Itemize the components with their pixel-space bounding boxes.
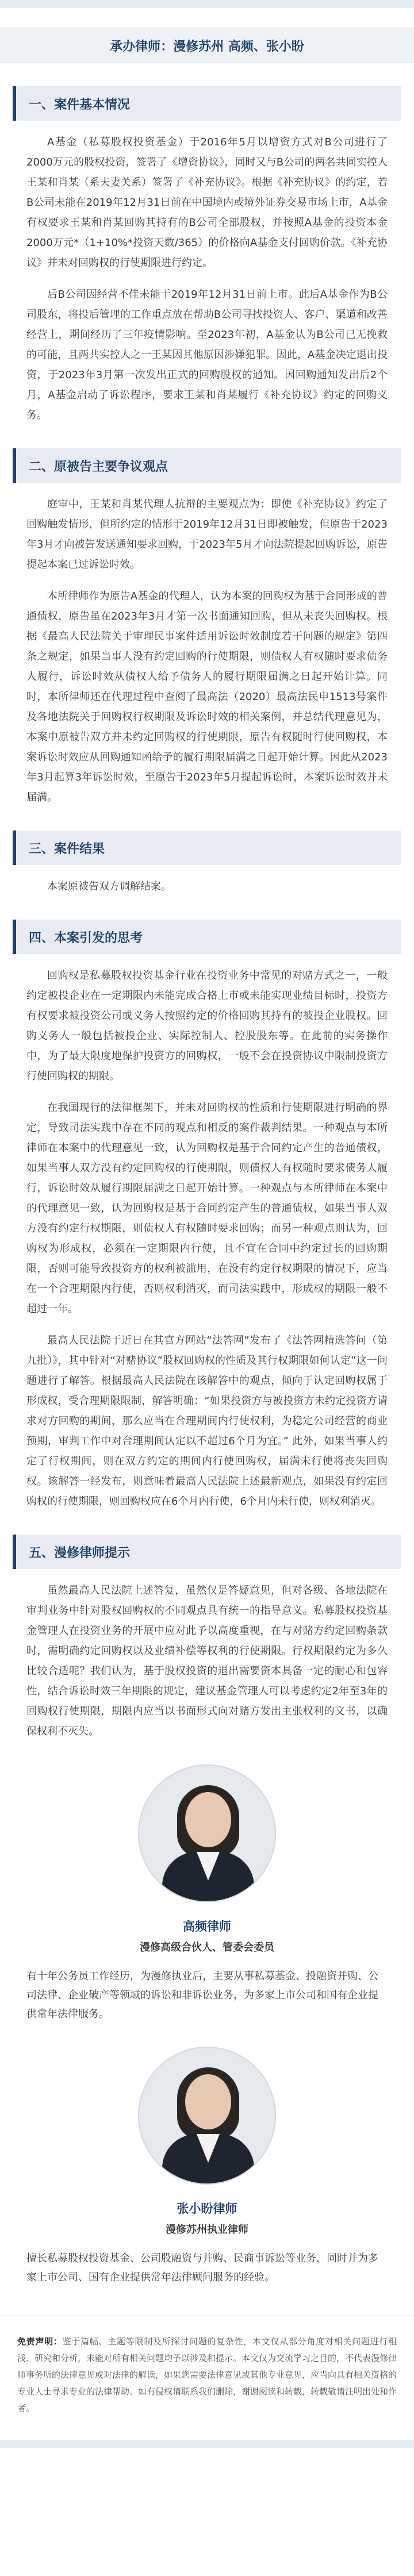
section-title-tips	[13, 1535, 401, 1569]
lawyer-name: 张小盼律师	[177, 2202, 237, 2216]
paragraph: 回购权是私募股权投资基金行业在投资业务中常见的对赌方式之一，一般约定被投企业在一定期限内未能完成合格上市或未能实现业绩目标时，投资方有权要求被投资公司或义务人按照约定的价格回购其持有的被投企业股权。回购义务人一般包括被投企业、实际控制人、控股股东等。在此前的实务操作中，为了最大限度地保护投资方的回购权，一般不会在投资协议中限制投资方行使回购权的期限。	[26, 970, 388, 1082]
paragraph: 庭审中，王某和肖某代理人抗辩的主要观点为：即使《补充协议》约定了回购触发情形，但所约定的情形于2019年12月31日即被触发，但原告于2023年3月才向被告发送通知要求回购，于2023年5月才向法院提起回购诉讼，原告提起本案已过诉讼时效。	[26, 498, 388, 571]
section-title-text: 一、案件基本情况	[29, 97, 131, 112]
paragraph: 在我国现行的法律框架下，并未对回购权的性质和行使期限进行明确的界定，导致司法实践中存在不同的观点和相反的案件裁判结果。一种观点与本所律师在本案中的代理意见一致，认为回购权是基于合同约定产生的普通债权，如果当事人双方没有约定回购权的行使期限，则债权人有权随时要求债务人履行，诉讼时效从履行期限届满之日起开始计算。一种观点与本所律师在本案中的代理意见一致，认为回购权是基于合同约定产生的普通债权，如果当事人双方没有约定行权期限，则债权人有权随时要求回购；而另一种观点则认为，回购权为形成权，必须在一定期限内行使，且不宜在合同中约定过长的回购期限，否则可能导致投资方的权利被滥用，在没有约定行权期限的情况下，应当在一个合理期限内行使，否则权利消灭，而司法实践中，形成权的期限一般不超过一年。	[26, 1102, 388, 1315]
section-title-reflections	[13, 920, 401, 954]
lawyer-bio: 擅长私募股权投资基金、公司股融资与并购、民商事诉讼等业务，同时并为多家上市公司、国有企业提供常年法律顾问服务的经验。	[26, 2252, 378, 2283]
disclaimer	[17, 2333, 397, 2417]
lawyer-title: 漫修高级合伙人、管委会委员	[140, 1941, 274, 1954]
paragraph: 虽然最高人民法院上述答复，虽然仅是答疑意见，但对各级、各地法院在审判业务中针对股权回购权的不同观点具有统一的指导意义。私募股权投资基金管理人在投资业务的开展中应对此予以高度重视，在与对赌方约定回购条款时，需明确约定回购权以及业绩补偿等权利的行使期限。行权期限约定为多久比较合适呢？我们认为，基于股权投资的退出需要资本具备一定的耐心和包容性，结合诉讼时效三年期限的规定，建议基金管理人可以考虑约定2年至3年的回购权行使期限，期限内应当以书面形式向对赌方发出主张权利的文书，以确保权利不灭失。	[26, 1585, 388, 1737]
avatar	[138, 1764, 276, 1902]
authors-banner	[0, 28, 414, 63]
section-title-text: 四、本案引发的思考	[29, 931, 143, 945]
paragraph: 本案原被告双方调解结案。	[47, 881, 171, 893]
avatar	[138, 2047, 276, 2185]
section-title-text: 五、漫修律师提示	[29, 1545, 131, 1560]
bottom-decorative-strip	[0, 2440, 414, 2448]
lawyer-profile	[0, 2047, 414, 2287]
paragraph: A基金（私募股权投资基金）于2016年5月以增资方式对B公司进行了2000万元的股权投资，签署了《增资协议》，同时又与B公司的两名共同实控人王某和肖某（系夫妻关系）签署了《补充协议》。根据《补充协议》的约定，若B公司未能在2019年12月31日前在中国境内或境外证券交易市场上市，A基金有权要求王某和肖某回购其持有的B公司全部股权，并按照A基金的投资本金2000万元*（1+10%*投资天数/365）的价格向A基金支付回购价款。《补充协议》并未对回购权的行使期限进行约定。	[26, 136, 388, 269]
section-title-result	[13, 831, 401, 865]
section-title-case-facts	[13, 86, 401, 121]
lawyer-bio: 有十年公务员工作经历，为漫修执业后，主要从事私募基金、投融资并购、公司法律、企业破产等领域的诉讼和非诉讼业务，为多家上市公司和国有企业提供常年法律服务。	[26, 1970, 378, 2020]
section-title-text: 三、案件结果	[29, 841, 105, 856]
section-title-disputes	[13, 448, 401, 483]
paragraph: 本所律师作为原告A基金的代理人，认为本案的回购权为基于合同形成的普通债权，原告虽在2023年3月才第一次书面通知回购，但从未丧失回购权。根据《最高人民法院关于审理民事案件适用诉讼时效制度若干问题的规定》第四条之规定，如果当事人没有约定回购的行使期限，则债权人有权随时要求债务人履行，诉讼时效从债权人给予债务人的履行期限届满之日起开始计算。同时，本所律师还在代理过程中查阅了最高法（2020）最高法民申1513号案件及各地法院关于回购权行权期限及诉讼时效的相关案例，并总结代理意见为，本案中原被告双方并未约定回购权的行使期限，原告有权随时行使回购权，本案诉讼时效应从回购通知函给予的履行期限届满之日起开始计算。因此从2023年3月起算3年诉讼时效，至原告于2023年5月提起诉讼时，本案诉讼时效并未届满。	[26, 590, 388, 803]
lawyer-profile	[0, 1764, 414, 2024]
lawyer-name: 高频律师	[183, 1920, 231, 1933]
paragraph: 最高人民法院于近日在其官方网站“法答网”发布了《法答网精选答问（第九批）》，其中针对“对赌协议”股权回购权的性质及其行权期限如何认定”这一问题进行了解答。根据最高人民法院在该解答中的观点，倾向于认定回购权属于形成权，受合理期限限制，解答明确：“如果投资方与被投资方未约定投资方请求对方回购的期间，那么应当在合理期间内行使权利，为稳定公司经营的商业预期，审判工作中对合理期间认定以不超过6个月为宜。” 此外，如果当事人约定了行权期间，则在双方约定的期间内行使回购权，届满未行使将丧失回购权。该解答一经发布，则意味着最高人民法院上述最新观点，如果没有约定回购权的行使期限，则回购权应在6个月内行使，6个月内未行使，则权利消灭。	[26, 1335, 388, 1508]
lawyer-title: 漫修苏州执业律师	[166, 2224, 248, 2236]
paragraph: 后B公司因经营不佳未能于2019年12月31日前上市。此后A基金作为B公司股东，将投后管理的工作重点放在帮助B公司寻找投资人、客户、渠道和改善经营上，期间经历了三年疫情影响。至2023年初，A基金认为B公司已无挽救的可能，且两共实控人之一王某因其他原因涉嫌犯罪。因此，A基金决定退出投资，于2023年3月第一次发出正式的回购股权的通知。因回购通知发出后2个月，A基金启动了诉讼程序，要求王某和肖某履行《补充协议》约定的回购义务。	[26, 289, 388, 421]
top-decorative-strip	[0, 0, 414, 8]
disclaimer-text: 鉴于篇幅、主题等限制及所探讨问题的复杂性，本文仅从部分角度对相关问题进行粗浅、研究和分析，未能对所有相关问题均予以涉及和提示。本文仅为交流学习之目的，不代表漫修律师事务所的法律意见或对法律的解读，如果您需要法律意见或其他专业意见，应当向具有相关资格的专业人士寻求专业的法律帮助。如有侵权请联系我们删除，谢谢阅读和转载，转载敬请注明出处和作者。	[17, 2336, 397, 2413]
disclaimer-label: 免责声明：	[17, 2336, 63, 2347]
authors-line: 承办律师：漫修苏州 高频、张小盼	[110, 39, 304, 54]
section-title-text: 二、原被告主要争议观点	[29, 459, 168, 474]
